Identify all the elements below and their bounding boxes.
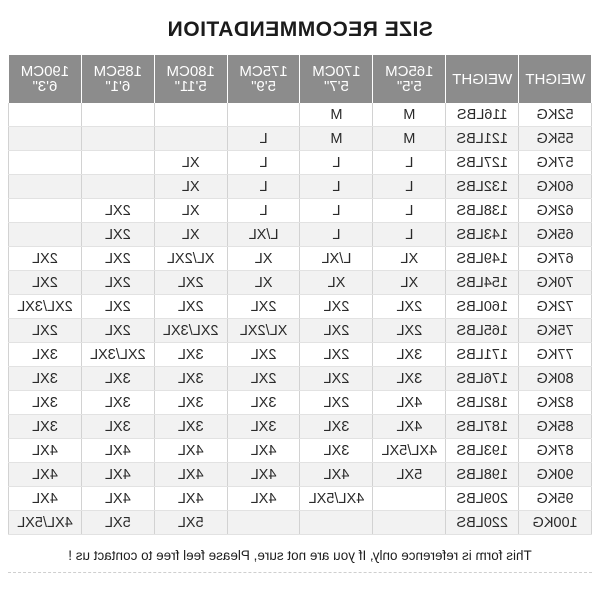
table-cell [9, 103, 82, 127]
table-cell: 4XL [81, 463, 154, 487]
column-header-line1: 190CM [20, 63, 70, 80]
table-cell: 100KG [519, 511, 592, 535]
table-cell: 3XL [154, 343, 227, 367]
table-row [9, 271, 592, 295]
column-header [519, 55, 592, 103]
column-header-line1: 165CM [385, 63, 434, 80]
table-cell: L [373, 175, 446, 199]
table-row [9, 511, 592, 535]
table-cell: 3XL [81, 415, 154, 439]
column-header-line1: WEIGHT [525, 70, 586, 88]
table-cell: L [300, 199, 373, 223]
table-cell: 4XL [373, 391, 446, 415]
table-cell [9, 175, 82, 199]
table-cell [154, 103, 227, 127]
column-header [446, 55, 519, 103]
column-header [300, 55, 373, 103]
table-cell: 4XL [9, 487, 82, 511]
table-row [9, 391, 592, 415]
table-cell: 57KG [519, 151, 592, 175]
table-cell: 62KG [519, 199, 592, 223]
reference-note: This form is reference only, If you are not sure, Please feel free to contact us ! [68, 548, 532, 563]
table-row [9, 463, 592, 487]
table-header [9, 55, 592, 103]
table-cell: M [300, 127, 373, 151]
table-cell: XL/2XL [227, 319, 300, 343]
table-cell [81, 127, 154, 151]
column-header [154, 55, 227, 103]
table-row [9, 199, 592, 223]
table-cell: 4XL/5XL [373, 439, 446, 463]
table-cell: XL/2XL [154, 247, 227, 271]
table-cell: XL [154, 199, 227, 223]
column-header [81, 55, 154, 103]
table-cell: 2XL [81, 247, 154, 271]
table-cell: 4XL [300, 463, 373, 487]
table-cell: 95KG [519, 487, 592, 511]
table-cell: L [300, 151, 373, 175]
table-cell: 3XL [300, 439, 373, 463]
table-cell: 3XL [373, 343, 446, 367]
table-cell: 2XL [9, 319, 82, 343]
table-cell: 2XL [373, 319, 446, 343]
table-cell: 182LBS [446, 391, 519, 415]
table-row [9, 415, 592, 439]
table-cell: 85KG [519, 415, 592, 439]
column-header-line1: 185CM [93, 63, 142, 80]
table-cell: 2XL [373, 295, 446, 319]
table-cell: 176LBS [446, 367, 519, 391]
table-cell: 2XL [154, 271, 227, 295]
table-cell: L [227, 175, 300, 199]
table-body [9, 103, 592, 535]
table-cell: 3XL [9, 415, 82, 439]
table-cell: 4XL [9, 439, 82, 463]
table-cell [9, 127, 82, 151]
table-cell: 4XL [81, 439, 154, 463]
table-cell: XL [154, 151, 227, 175]
table-cell: 2XL [300, 391, 373, 415]
table-row [9, 103, 592, 127]
table-row [9, 367, 592, 391]
table-cell: 4XL [154, 487, 227, 511]
table-cell: 4XL/5XL [300, 487, 373, 511]
table-cell: 4XL [373, 415, 446, 439]
table-cell: 4XL [154, 439, 227, 463]
table-cell: L/XL [300, 247, 373, 271]
header-row [9, 55, 592, 103]
table-cell: 2XL [300, 295, 373, 319]
table-cell: 70KG [519, 271, 592, 295]
table-cell: L [373, 151, 446, 175]
table-cell: 4XL [227, 487, 300, 511]
table-cell: 2XL [227, 295, 300, 319]
table-cell: 52KG [519, 103, 592, 127]
table-cell: 4XL [227, 463, 300, 487]
table-cell: 82KG [519, 391, 592, 415]
table-cell: L/XL [227, 223, 300, 247]
table-cell: 4XL [154, 463, 227, 487]
table-cell: 132LBS [446, 175, 519, 199]
table-cell: 2XL [81, 223, 154, 247]
table-cell: 2XL [300, 343, 373, 367]
column-header-line2: 5'7" [324, 78, 349, 95]
table-cell: 3XL [154, 391, 227, 415]
table-cell: XL [227, 247, 300, 271]
table-cell: 198LBS [446, 463, 519, 487]
table-cell [227, 103, 300, 127]
table-cell: XL [300, 271, 373, 295]
table-cell: 209LBS [446, 487, 519, 511]
table-cell: 127LBS [446, 151, 519, 175]
column-header-line2: 5'11" [174, 78, 207, 95]
table-cell: 2XL [154, 295, 227, 319]
table-cell: 220LBS [446, 511, 519, 535]
table-cell: 5XL [81, 511, 154, 535]
table-cell [81, 151, 154, 175]
table-cell: 171LBS [446, 343, 519, 367]
table-cell: 3XL [227, 415, 300, 439]
column-header-line1: 180CM [166, 63, 215, 80]
table-cell: 2XL [300, 367, 373, 391]
table-cell: L [300, 223, 373, 247]
table-cell: XL [373, 271, 446, 295]
table-cell: M [373, 103, 446, 127]
table-cell: 2XL [81, 199, 154, 223]
table-cell [9, 199, 82, 223]
table-cell: 193LBS [446, 439, 519, 463]
table-cell: 3XL [9, 367, 82, 391]
table-cell: 116LBS [446, 103, 519, 127]
table-cell: 2XL [9, 271, 82, 295]
table-row [9, 487, 592, 511]
table-row [9, 319, 592, 343]
table-cell: 2XL [81, 295, 154, 319]
table-cell: 4XL [227, 439, 300, 463]
table-cell: 55KG [519, 127, 592, 151]
table-cell [81, 175, 154, 199]
table-cell [227, 511, 300, 535]
size-table-container [8, 55, 592, 535]
table-cell: L [373, 199, 446, 223]
table-cell: L [227, 151, 300, 175]
table-cell [154, 127, 227, 151]
table-row [9, 247, 592, 271]
table-row [9, 343, 592, 367]
table-cell: 87KG [519, 439, 592, 463]
table-cell: 3XL [227, 391, 300, 415]
table-row [9, 223, 592, 247]
table-cell [373, 511, 446, 535]
table-cell: XL [227, 271, 300, 295]
table-cell: 3XL [81, 391, 154, 415]
table-cell: L [227, 127, 300, 151]
table-cell: 2XL/3XL [81, 343, 154, 367]
table-cell: XL [154, 175, 227, 199]
table-cell [9, 223, 82, 247]
table-cell: L [227, 199, 300, 223]
table-cell: 90KG [519, 463, 592, 487]
table-cell: 187LBS [446, 415, 519, 439]
table-cell: 2XL [9, 247, 82, 271]
table-row [9, 127, 592, 151]
column-header [227, 55, 300, 103]
table-cell: 77KG [519, 343, 592, 367]
table-cell: L [300, 175, 373, 199]
table-cell: 149LBS [446, 247, 519, 271]
table-cell: 72KG [519, 295, 592, 319]
table-cell: 65KG [519, 223, 592, 247]
table-cell: 80KG [519, 367, 592, 391]
table-cell: 67KG [519, 247, 592, 271]
table-cell: 154LBS [446, 271, 519, 295]
table-row [9, 151, 592, 175]
table-cell: 3XL [300, 415, 373, 439]
table-cell: 75KG [519, 319, 592, 343]
table-cell: 143LBS [446, 223, 519, 247]
table-cell: 2XL [227, 343, 300, 367]
table-cell: 4XL [9, 463, 82, 487]
table-cell: 2XL/3XL [9, 295, 82, 319]
table-cell: 2XL [300, 319, 373, 343]
table-cell: 5XL [373, 463, 446, 487]
table-cell: 160LBS [446, 295, 519, 319]
table-cell [9, 151, 82, 175]
table-cell [81, 103, 154, 127]
table-cell: M [373, 127, 446, 151]
table-cell: 4XL/5XL [9, 511, 82, 535]
table-cell: 3XL [154, 415, 227, 439]
column-header-line1: 170CM [312, 63, 361, 80]
table-cell: 5XL [154, 511, 227, 535]
table-cell: 3XL [9, 343, 82, 367]
table-cell: M [300, 103, 373, 127]
column-header [373, 55, 446, 103]
table-cell: 4XL [81, 487, 154, 511]
table-cell: 2XL [227, 367, 300, 391]
column-header-line2: 6'3" [32, 78, 58, 95]
column-header-line2: 5'9" [251, 78, 276, 95]
table-cell [300, 511, 373, 535]
table-cell: 138LBS [446, 199, 519, 223]
column-header-line2: 6'1" [105, 78, 131, 95]
column-header [9, 55, 82, 103]
table-cell: 121LBS [446, 127, 519, 151]
table-row [9, 439, 592, 463]
bottom-divider [8, 572, 592, 573]
table-cell: 3XL [373, 367, 446, 391]
table-cell: 2XL [81, 271, 154, 295]
table-row [9, 295, 592, 319]
table-cell: 2XL [81, 319, 154, 343]
table-cell: 3XL [9, 391, 82, 415]
table-cell: XL [154, 223, 227, 247]
table-cell: L [373, 223, 446, 247]
table-cell: 3XL [81, 367, 154, 391]
table-row [9, 175, 592, 199]
table-cell: 2XL/3XL [154, 319, 227, 343]
table-cell: XL [373, 247, 446, 271]
size-table [8, 55, 592, 535]
table-cell: 60KG [519, 175, 592, 199]
page-title: SIZE RECOMMENDATION [167, 18, 433, 41]
table-cell [373, 487, 446, 511]
column-header-line2: 5'5" [396, 78, 422, 95]
column-header-line1: WEIGHT [452, 70, 513, 88]
table-cell: 165LBS [446, 319, 519, 343]
column-header-line1: 175CM [239, 63, 288, 80]
table-cell: 3XL [154, 367, 227, 391]
